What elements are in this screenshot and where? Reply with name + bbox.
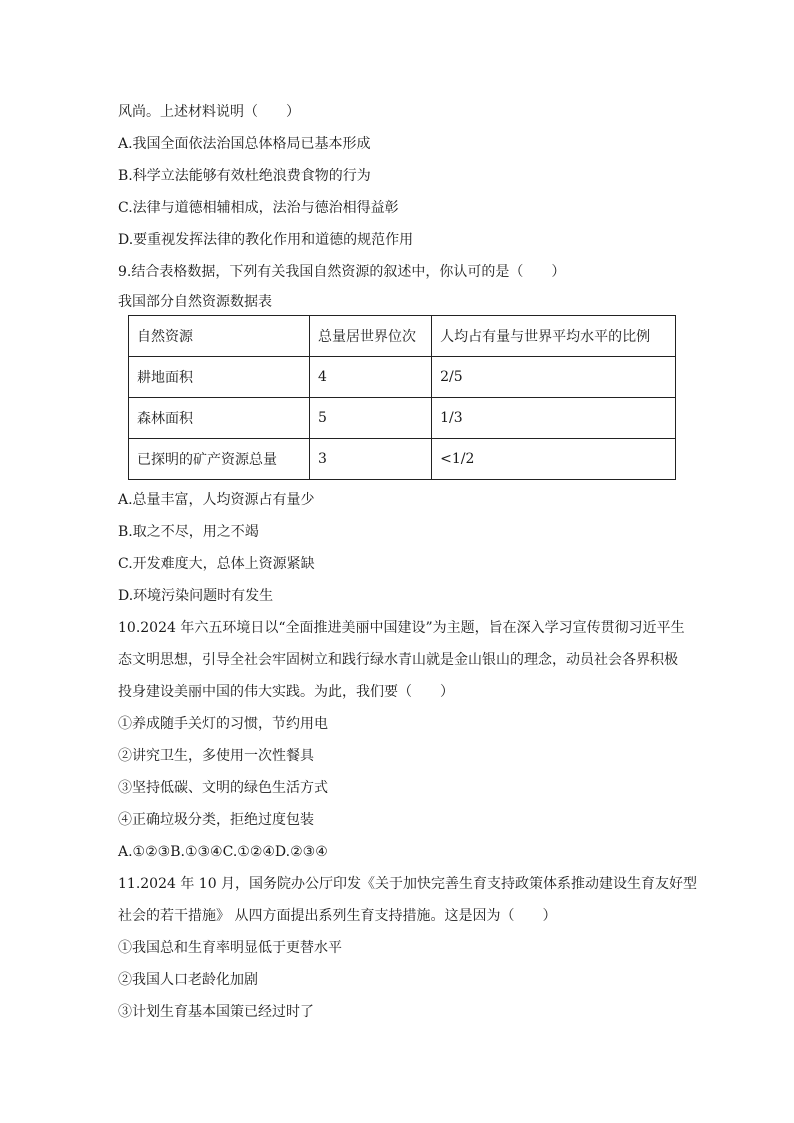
table-cell: 耕地面积 (129, 357, 310, 398)
table-header-cell: 自然资源 (129, 316, 310, 357)
table-cell: 3 (310, 439, 432, 480)
q10-item-2: ②讲究卫生，多使用一次性餐具 (118, 748, 314, 764)
q8-option-a: A.我国全面依法治国总体格局已基本形成 (118, 136, 371, 152)
table-row (129, 398, 676, 439)
table-cell: 2/5 (432, 357, 676, 398)
q8-option-c: C.法律与道德相辅相成，法治与德治相得益彰 (118, 200, 399, 216)
q9-option-c: C.开发难度大，总体上资源紧缺 (118, 556, 315, 572)
table-cell: 4 (310, 357, 432, 398)
table-header-row (129, 316, 676, 357)
q9-stem: 9.结合表格数据，下列有关我国自然资源的叙述中，你认可的是（ ） (118, 264, 566, 280)
q11-item-1: ①我国总和生育率明显低于更替水平 (118, 940, 342, 956)
q10-stem-line-2: 态文明思想，引导全社会牢固树立和践行绿水青山就是金山银山的理念，动员社会各界积极 (118, 652, 678, 668)
table-header-cell: 人均占有量与世界平均水平的比例 (432, 316, 676, 357)
table-row (129, 357, 676, 398)
q10-item-4: ④正确垃圾分类，拒绝过度包装 (118, 812, 314, 828)
table-cell: 1/3 (432, 398, 676, 439)
q8-stem-tail: 风尚。上述材料说明（ ） (118, 104, 300, 120)
table-header-cell: 总量居世界位次 (310, 316, 432, 357)
table-cell: 已探明的矿产资源总量 (129, 439, 310, 480)
q10-options: A.①②③B.①③④C.①②④D.②③④ (118, 844, 328, 860)
q11-item-3: ③计划生育基本国策已经过时了 (118, 1004, 314, 1020)
q11-stem-line-2: 社会的若干措施》 从四方面提出系列生育支持措施。这是因为（ ） (118, 908, 557, 924)
q8-option-b: B.科学立法能够有效杜绝浪费食物的行为 (118, 168, 371, 184)
q10-stem-line-3: 投身建设美丽中国的伟大实践。为此，我们要（ ） (118, 684, 454, 700)
q11-stem-line-1: 11.2024 年 10 月，国务院办公厅印发《关于加快完善生育支持政策体系推动建设生育友好型 (118, 876, 698, 892)
q9-table-title: 我国部分自然资源数据表 (118, 294, 272, 310)
q10-stem-line-1: 10.2024 年六五环境日以“全面推进美丽中国建设”为主题，旨在深入学习宣传贯彻习近平生 (118, 620, 685, 636)
q11-item-2: ②我国人口老龄化加剧 (118, 972, 258, 988)
q10-item-1: ①养成随手关灯的习惯，节约用电 (118, 716, 328, 732)
q10-item-3: ③坚持低碳、文明的绿色生活方式 (118, 780, 328, 796)
resource-table (128, 315, 676, 480)
table-cell: 森林面积 (129, 398, 310, 439)
q9-option-b: B.取之不尽，用之不竭 (118, 524, 259, 540)
table-row (129, 439, 676, 480)
table-cell: 5 (310, 398, 432, 439)
table-cell: <1/2 (432, 439, 676, 480)
q8-option-d: D.要重视发挥法律的教化作用和道德的规范作用 (118, 232, 414, 248)
q9-option-a: A.总量丰富，人均资源占有量少 (118, 492, 315, 508)
q9-option-d: D.环境污染问题时有发生 (118, 588, 274, 604)
